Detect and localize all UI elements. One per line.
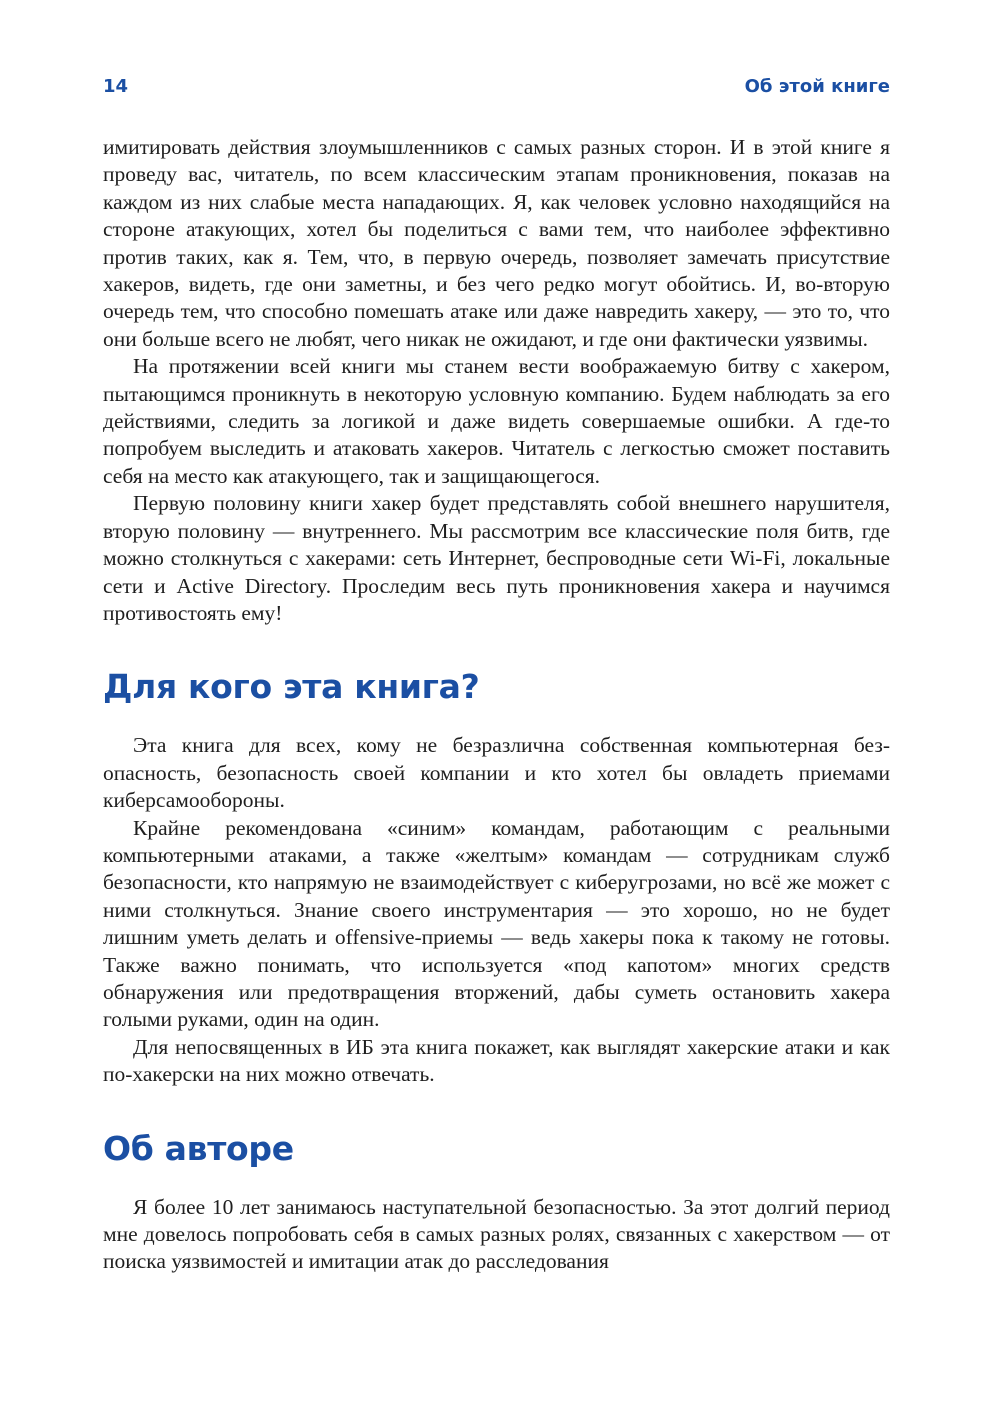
page-number: 14 [103, 76, 129, 97]
intro-paragraph-3: Первую половину книги хакер будет представлять собой внешнего нарушителя, вторую половину — внутреннего. Мы рассмотрим все классические поля битв, где можно столкнуться с хакерами: сеть Интернет, беспроводные сети Wi-Fi, локальные сети и Active Directory. Проследим весь путь проникновения хакера и научимся противостоять ему! [103, 491, 890, 625]
running-title: Об этой книге [744, 76, 890, 97]
intro-paragraph-2: На протяжении всей книги мы станем вести воображаемую битву с хакером, пытающимся проникнуть в некоторую условную компанию. Будем наблюдать за его действиями, следить за логикой и даже видеть совершаемые ошибки. А где-то попробуем выследить и атаковать хакеров. Читатель с легкостью сможет поставить себя на место как атакующего, так и защищающегося. [103, 354, 890, 488]
intro-paragraph-1: имитировать действия злоумышленников с самых разных сторон. И в этой книге я проведу вас, читатель, по всем классическим этапам проникновения, показав на каждом из них слабые места нападающих. Я, как человек условно находящийся на стороне атакующих, хотел бы поделиться с вами тем, что наиболее эффективно против таких, как я. Тем, что, в первую очередь, позволяет замечать присутствие хакеров, видеть, где они заметны, и без чего редко могут обойтись. И, во-вторую очередь тем, что способно помешать атаке или даже навредить хакеру, — это то, что они больше всего не любят, чего никак не ожидают, и где они фактически уязвимы. [103, 135, 890, 351]
audience-paragraph-2: Крайне рекомендована «синим» командам, работающим с реальными компьютерными атаками, а также «желтым» командам — сотрудникам служб безопасности, кто напрямую не взаимодействует с киберугрозами, но всё же может с ними столкнуться. Знание своего инструментария — это хорошо, но не будет лишним уметь делать и offensive-приемы — ведь хакеры пока к такому не готовы. Также важно понимать, что используется «под капотом» многих средств обнаружения или предотвращения вторжений, дабы суметь остановить хакера голыми руками, один на один. [103, 815, 890, 1032]
running-head [103, 76, 890, 104]
section-heading-author: Об авторе [103, 1128, 294, 1168]
audience-paragraph-3: Для непосвященных в ИБ эта книга покажет, как выглядят хакерские атаки и как по-хакерски на них можно отвечать. [103, 1034, 890, 1087]
section-heading-audience: Для кого эта книга? [103, 667, 480, 707]
page-body [103, 134, 890, 1276]
audience-paragraph-1: Эта книга для всех, кому не безразлична собственная компьютерная безопасность, безопасность своей компании и кто хотел бы овладеть приемами киберсамообороны. [103, 733, 890, 813]
author-paragraph-1: Я более 10 лет занимаюсь наступательной безопасностью. За этот долгий период мне довелось попробовать себя в самых разных ролях, связанных с хакерством — от поиска уязвимостей и имитации атак до расследования [103, 1194, 890, 1274]
